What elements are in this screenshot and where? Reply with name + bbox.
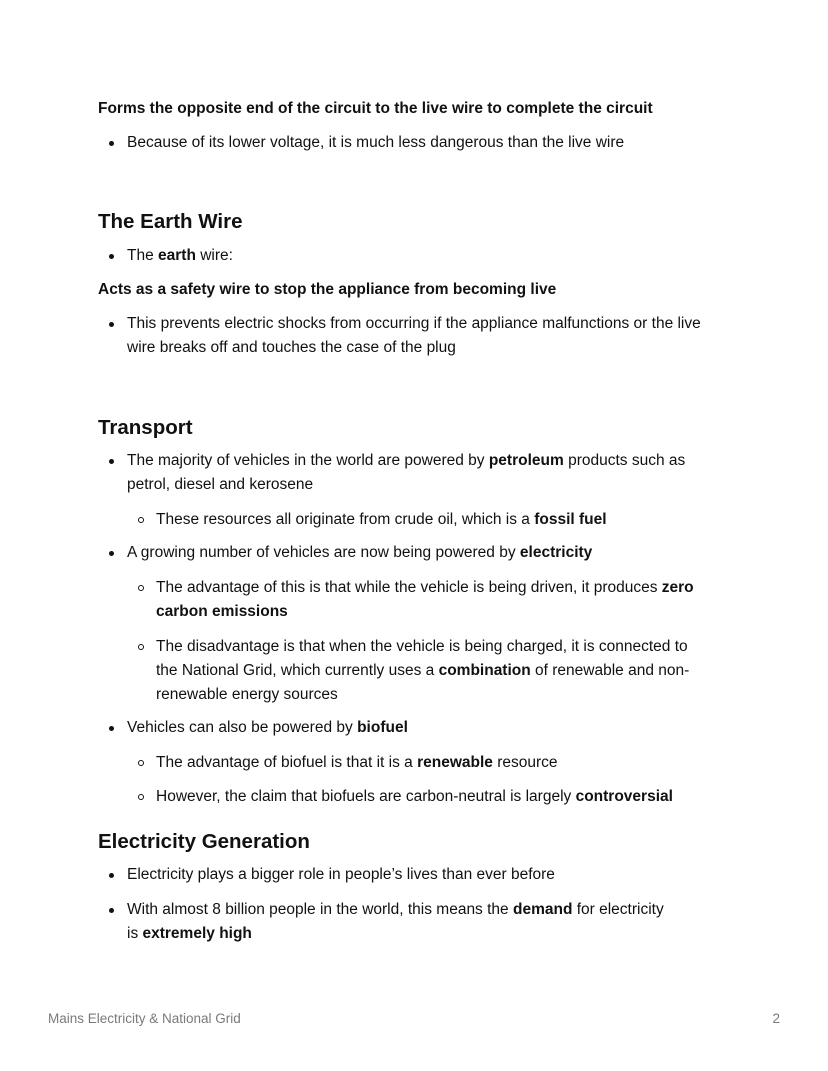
section-heading-transport: Transport [98, 416, 193, 439]
sub-list-item: These resources all originate from crude oil, which is a fossil fuel [156, 511, 607, 528]
sub-list-item: The advantage of biofuel is that it is a renewable resource [156, 754, 558, 771]
bullet-dot [109, 726, 114, 731]
sub-bullet-circle [138, 794, 144, 800]
bullet-dot [109, 551, 114, 556]
bullet-dot [109, 873, 114, 878]
bullet-dot [109, 322, 114, 327]
sub-list-item: The advantage of this is that while the vehicle is being driven, it produces zero carbon emissions [156, 579, 694, 620]
sub-bullet-circle [138, 517, 144, 523]
list-item: With almost 8 billion people in the world, this means the demand for electricity is extremely high [127, 901, 664, 942]
list-item: Vehicles can also be powered by biofuel [127, 719, 408, 736]
sub-bullet-circle [138, 760, 144, 766]
sub-bullet-circle [138, 585, 144, 591]
sub-list-item: The disadvantage is that when the vehicle is being charged, it is connected to the National Grid, which currently uses a combination of renewable and non- renewable energy sources [156, 638, 690, 703]
list-item: Electricity plays a bigger role in people’s lives than ever before [127, 866, 555, 883]
bullet-dot [109, 908, 114, 913]
sub-list-item: However, the claim that biofuels are carbon-neutral is largely controversial [156, 788, 673, 805]
neutral-summary: Forms the opposite end of the circuit to the live wire to complete the circuit [98, 100, 653, 117]
page-number: 2 [772, 1011, 780, 1026]
bullet-dot [109, 254, 114, 259]
section-heading-earth-wire: The Earth Wire [98, 210, 243, 233]
list-item: This prevents electric shocks from occurring if the appliance malfunctions or the live wire breaks off and touches the case of the plug [127, 315, 701, 356]
list-item: Because of its lower voltage, it is much less dangerous than the live wire [127, 134, 625, 151]
sub-bullet-circle [138, 644, 144, 650]
bullet-dot [109, 141, 114, 146]
list-item: A growing number of vehicles are now being powered by electricity [127, 544, 593, 561]
footer-title: Mains Electricity & National Grid [48, 1011, 241, 1026]
list-item: The earth wire: [127, 247, 233, 264]
list-item: The majority of vehicles in the world are powered by petroleum products such as petrol, diesel and kerosene [127, 452, 686, 493]
bullet-dot [109, 459, 114, 464]
earth-summary: Acts as a safety wire to stop the appliance from becoming live [98, 281, 557, 298]
section-heading-electricity-generation: Electricity Generation [98, 830, 310, 853]
